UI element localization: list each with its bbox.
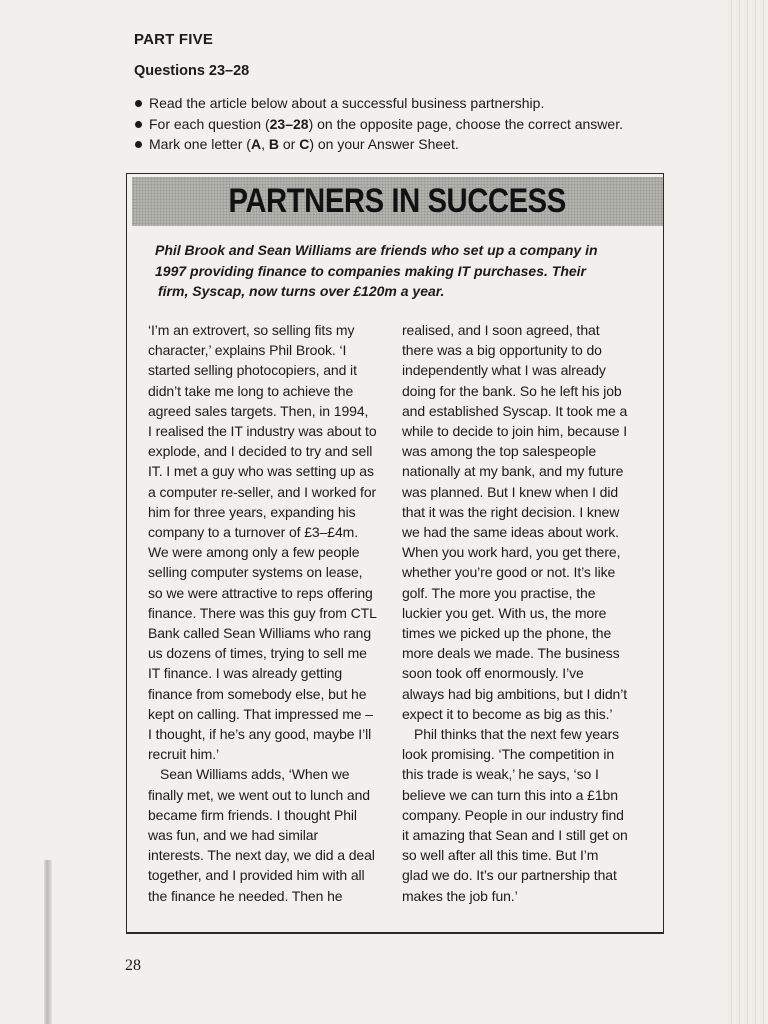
article-line: was planned. But I knew when I did [402,483,619,500]
article-line: finance. There was this guy from CTL [148,604,377,621]
article-line: golf. The more you practise, the [402,584,596,601]
questions-title: Questions 23–28 [134,63,250,79]
article-line: ‘I’m an extrovert, so selling fits my [148,322,355,338]
article-line: look promising. ‘The competition in [402,746,615,763]
article-line: IT. I met a guy who was setting up as [148,463,374,480]
article-line: IT finance. I was already getting [148,665,343,682]
article-line: so well after all this time. But I’m [402,847,599,864]
question-range: 23–28 [269,115,309,132]
article-line: doing for the bank. So he left his job [402,382,622,399]
instruction-item [134,114,674,135]
instructions-list [134,93,674,155]
instruction-text: ) on your Answer Sheet. [309,136,459,152]
instruction-item [134,93,674,114]
page-number: 28 [125,957,141,974]
article-line: started selling photocopiers, and it [148,362,357,379]
article-line: independently what I was already [402,362,606,379]
article-line: company to a turnover of £3–£4m. [148,524,359,541]
article-line: times we picked up the phone, the [402,625,612,642]
article-line: and established Syscap. It took me a [402,402,628,419]
headline-banner [132,177,663,226]
article-line: there was a big opportunity to do [402,342,602,359]
article-line: explode, and I decided to try and sell [148,443,373,460]
article-line: was among the top salespeople [402,443,597,460]
article-line: that it was the right decision. I knew [402,503,620,520]
article-line: a computer re-seller, and I worked for [148,483,377,500]
instruction-text: ) on the opposite page, choose the correct answer. [308,115,623,132]
article-line: I thought, if he’s any good, maybe I’ll [148,726,372,743]
article-line: selling computer systems on lease, [148,564,363,581]
article-line: makes the job fun.’ [402,887,518,904]
article-line: always had big ambitions, but I didn’t [402,685,627,702]
article-headline: PARTNERS IN SUCCESS [228,182,567,220]
option-letter-c: C [299,136,310,152]
instruction-text: , [261,136,269,152]
option-letter-a: A [250,136,262,152]
instruction-item [134,134,674,155]
article-line: agreed sales targets. Then, in 1994, [148,402,369,419]
article-line: glad we do. It’s our partnership that [402,867,617,884]
instruction-text: or [278,136,300,152]
article-line: kept on calling. That impressed me – [148,705,373,722]
article-line: When you work hard, you get there, [402,544,621,561]
article-line: interests. The next day, we did a deal [148,847,375,864]
article-line: We were among only a few people [148,544,360,561]
standfirst-line: Phil Brook and Sean Williams are friends who set up a company in [155,242,598,258]
standfirst-line: firm, Syscap, now turns over £120m a year. [158,283,445,299]
article-line: nationally at my bank, and my future [402,463,624,480]
article-standfirst [155,240,625,302]
article-line: realised, and I soon agreed, that [402,322,600,338]
article-line: believe we can turn this into a £1bn [402,786,618,803]
article-line: him for three years, expanding his [148,503,356,520]
article-line: so we were attractive to reps offering [148,584,373,601]
article-line: whether you’re good or not. It’s like [402,564,616,581]
page-edge-stack [728,0,768,1024]
article-line: character,’ explains Phil Brook. ‘I [148,342,347,359]
article-line: I realised the IT industry was about to [148,423,377,440]
article-line: finally met, we went out to lunch and [148,786,370,803]
article-line: us dozens of times, trying to sell me [148,645,367,662]
page-binding-shadow [44,860,52,1024]
standfirst-line: 1997 providing finance to companies making IT purchases. Their [155,262,587,279]
article-line: luckier you get. With us, the more [402,604,607,621]
instruction-text: Mark one letter ( [149,136,251,152]
article-line: it amazing that Sean and I still get on [402,827,628,844]
instruction-text: Read the article below about a successful business partnership. [149,95,545,111]
article-line: together, and I provided him with all [148,867,365,884]
part-title: PART FIVE [134,31,214,48]
option-letter-b: B [268,136,279,152]
article-line: company. People in our industry find [402,806,624,823]
article-line: the finance he needed. Then he [148,887,343,904]
article-line: we had the same ideas about work. [402,524,619,541]
article-line: expect it to become as big as this.’ [402,705,613,722]
article-line: didn’t take me long to achieve the [148,382,354,399]
article-column-right [402,320,652,906]
article-line: finance from somebody else, but he [148,685,367,702]
article-line: recruit him.’ [148,746,220,763]
article-column-left [148,320,388,906]
article-line: Bank called Sean Williams who rang [148,625,372,642]
article-line: Phil thinks that the next few years [414,726,620,743]
article-line: was fun, and we had similar [148,827,319,844]
article-line: more deals we made. The business [402,645,620,662]
article-line: Sean Williams adds, ‘When we [160,766,350,783]
article-line: this trade is weak,’ he says, ‘so I [402,766,599,783]
article-line: while to decide to join him, because I [402,423,627,440]
article-line: became firm friends. I thought Phil [148,806,357,823]
article-line: soon took off enormously. I’ve [402,665,584,682]
instruction-text: For each question ( [149,115,270,132]
